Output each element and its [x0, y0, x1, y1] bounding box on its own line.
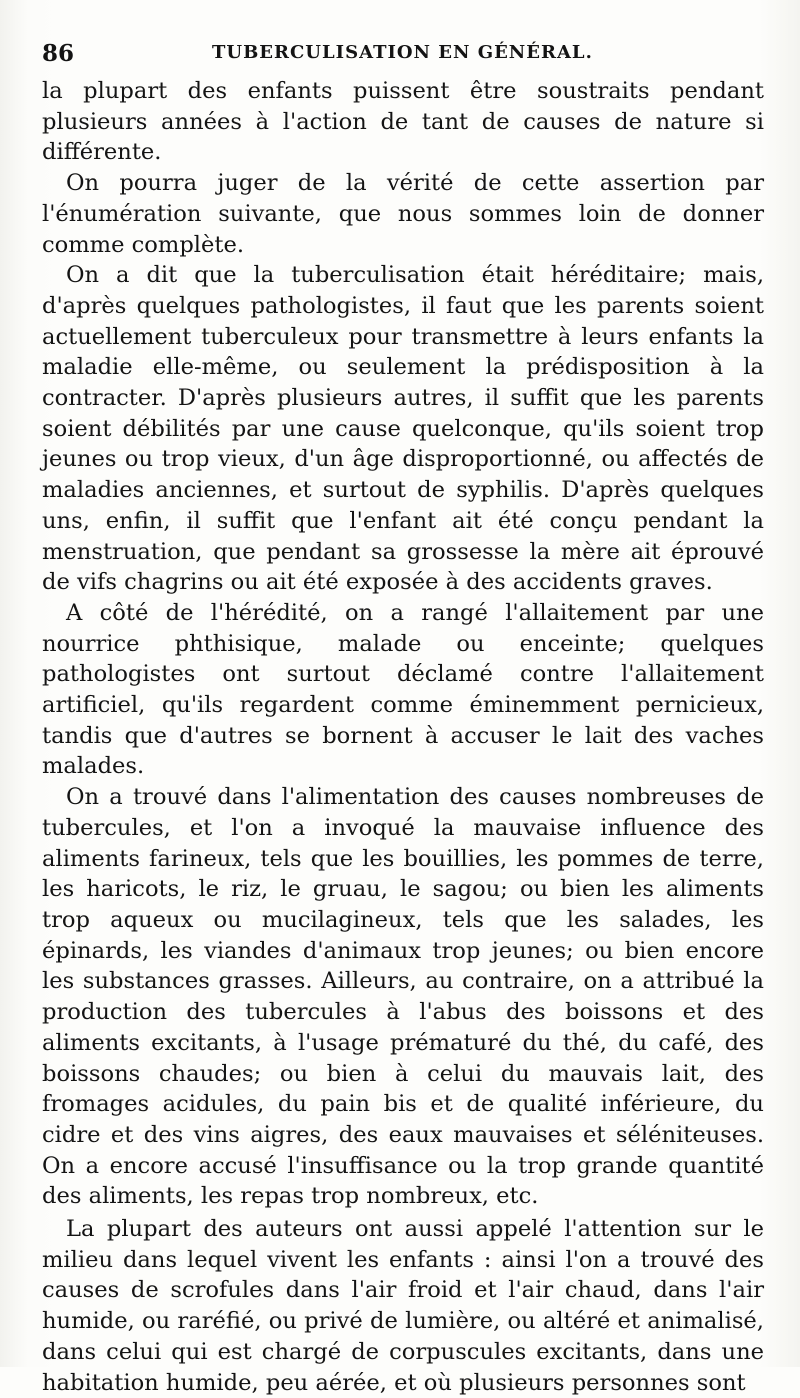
running-head	[42, 32, 764, 76]
paragraph-environment: La plupart des auteurs ont aussi appelé l'attention sur le milieu dans lequel vivent les enfants : ainsi l'on a trouvé des causes de scrofules dans l'air froid et l'air chaud, dans l'air humide, ou raréfié, ou privé de lumière, ou altéré et animalisé, dans celui qui est chargé de corpuscules excitants, dans une habitation humide, peu aérée, et où plusieurs personnes sont	[42, 1216, 764, 1396]
body-text	[42, 76, 764, 1398]
paragraph-heredity: On a dit que la tuberculisation était héréditaire; mais, d'après quelques pathologistes, il faut que les parents soient actuellement tuberculeux pour transmettre à leurs enfants la maladie elle-même, ou seulement la prédisposition à la contracter. D'après plusieurs autres, il suffit que les parents soient débilités par une cause quelconque, qu'ils soient trop jeunes ou trop vieux, d'un âge disproportionné, ou affectés de maladies anciennes, et surtout de syphilis. D'après quelques uns, enfin, il suffit que l'enfant ait été conçu pendant la menstruation, que pendant sa grossesse la mère ait éprouvé de vifs chagrins ou ait été exposée à des accidents graves.	[42, 262, 764, 596]
paragraph-nursing: A côté de l'hérédité, on a rangé l'allaitement par une nourrice phthisique, malade ou enceinte; quelques pathologistes ont surtout déclamé contre l'allaitement artificiel, qu'ils regardent comme éminemment pernicieux, tandis que d'autres se bornent à accuser le lait des vaches malades.	[42, 599, 764, 780]
paragraph-enumeration-intro: On pourra juger de la vérité de cette assertion par l'énumération suivante, que nous sommes loin de donner comme complète.	[42, 170, 764, 258]
page-number: 86	[42, 40, 75, 67]
paragraph-diet: On a trouvé dans l'alimentation des causes nombreuses de tubercules, et l'on a invoqué la mauvaise influence des aliments farineux, tels que les bouillies, les pommes de terre, les haricots, le riz, le gruau, le sagou; ou bien les aliments trop aqueux ou mucilagineux, tels que les salades, les épinards, les viandes d'animaux trop jeunes; ou bien encore les substances grasses. Ailleurs, au contraire, on a attribué la production des tubercules à l'abus des boissons et des aliments excitants, à l'usage prématuré du thé, du café, des boissons chaudes; ou bien à celui du mauvais lait, des fromages acidules, du pain bis et de qualité inférieure, du cidre et des vins aigres, des eaux mauvaises et séléniteuses. On a encore accusé l'insuffisance ou la trop grande quantité des aliments, les repas trop nombreux, etc.	[42, 784, 764, 1210]
running-title: TUBERCULISATION EN GÉNÉRAL.	[212, 42, 593, 63]
paragraph-continuation: la plupart des enfants puissent être soustraits pendant plusieurs années à l'action de tant de causes de nature si différente.	[42, 78, 764, 166]
